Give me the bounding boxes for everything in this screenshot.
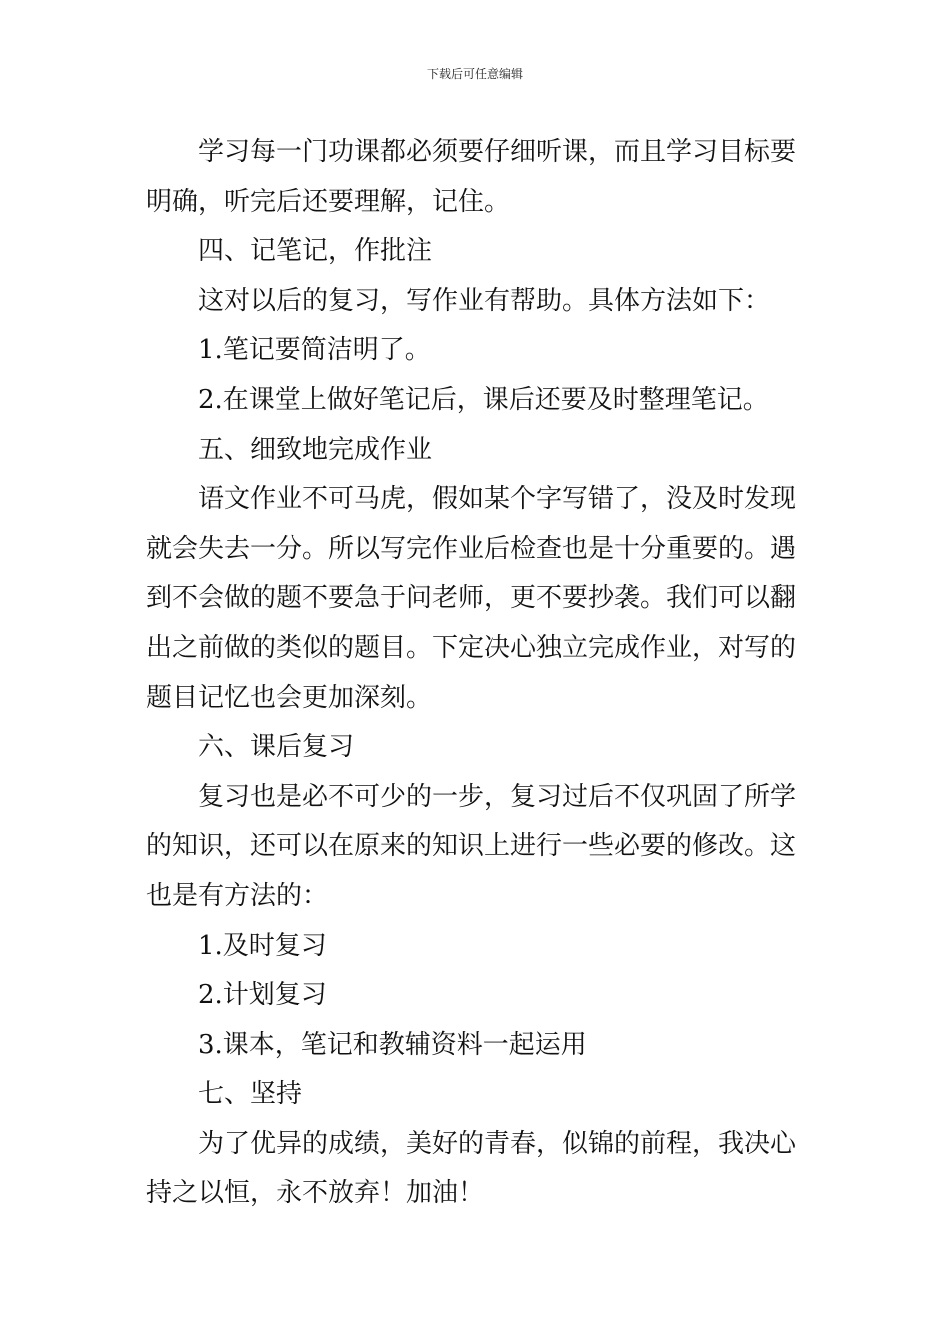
body-line: 题目记忆也会更加深刻。 [146, 682, 433, 713]
list-item: 2.在课堂上做好笔记后，课后还要及时整理笔记。 [198, 384, 769, 415]
body-line: 明确，听完后还要理解，记住。 [146, 186, 511, 217]
section-heading: 七、坚持 [198, 1079, 303, 1110]
body-line: 持之以恒，永不放弃！加油！ [146, 1178, 485, 1209]
page-header: 下载后可任意编辑 [426, 67, 523, 81]
list-item: 2.计划复习 [198, 980, 327, 1011]
body-line: 到不会做的题不要急于问老师，更不要抄袭。我们可以翻 [146, 583, 797, 614]
body-line: 出之前做的类似的题目。下定决心独立完成作业，对写的 [146, 632, 797, 663]
section-heading: 五、细致地完成作业 [198, 434, 433, 465]
body-line: 为了优异的成绩，美好的青春，似锦的前程，我决心 [198, 1128, 797, 1159]
body-line: 这对以后的复习，写作业有帮助。具体方法如下： [198, 285, 771, 316]
list-item: 1.笔记要简洁明了。 [198, 335, 431, 366]
section-heading: 四、记笔记，作批注 [198, 236, 433, 267]
body-line: 语文作业不可马虎，假如某个字写错了，没及时发现 [198, 484, 797, 515]
body-line: 学习每一门功课都必须要仔细听课，而且学习目标要 [198, 137, 797, 167]
body-line: 的知识，还可以在原来的知识上进行一些必要的修改。这 [146, 831, 797, 862]
body-line: 就会失去一分。所以写完作业后检查也是十分重要的。遇 [146, 533, 797, 564]
document-body [146, 128, 806, 1219]
body-line: 复习也是必不可少的一步，复习过后不仅巩固了所学 [198, 781, 797, 812]
body-line: 也是有方法的： [146, 880, 329, 911]
list-item: 1.及时复习 [198, 930, 327, 961]
section-heading: 六、课后复习 [198, 732, 355, 763]
list-item: 3.课本，笔记和教辅资料一起运用 [198, 1029, 587, 1060]
